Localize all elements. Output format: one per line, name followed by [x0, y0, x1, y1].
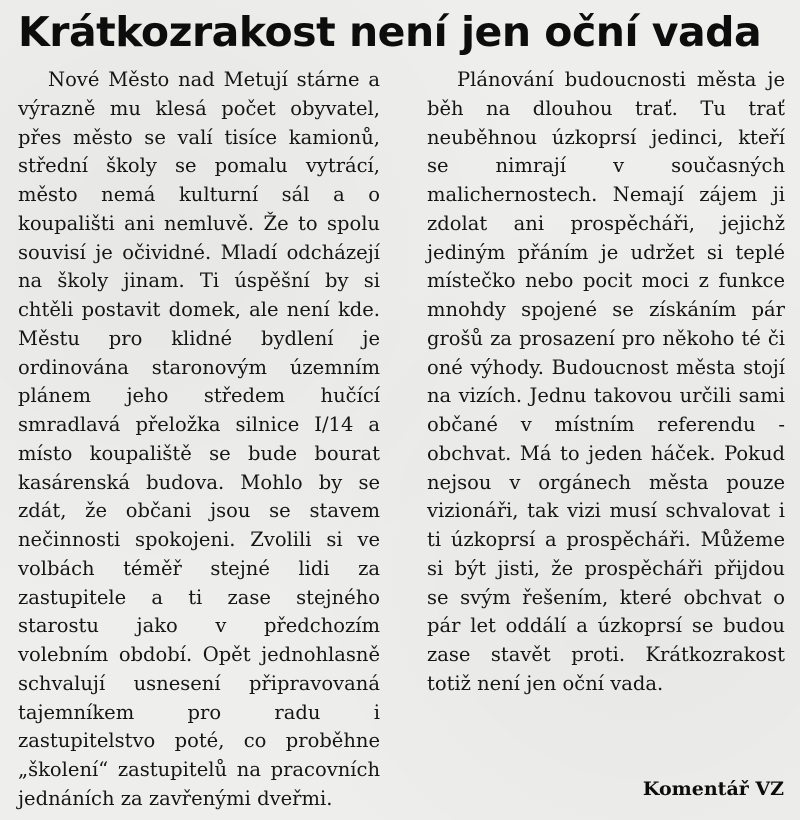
article-byline: Komentář VZ	[642, 778, 784, 800]
article-paragraph-right: Plánování budoucnosti města je běh na dlouhou trať. Tu trať neuběhnou úzkoprsí jedinci, kteří se nimrají v současných malichernostech. Nemají zájem ji zdolat ani prospěcháři, jejichž jediným přáním je udržet si teplé místečko nebo pocit moci z funkce mnohdy spojené se získáním pár grošů za prosazení pro někoho té či oné výhody. Budoucnost města stojí na vizích. Jednu takovou určili sami občané v místním referendu - obchvat. Má to jeden háček. Pokud nejsou v orgánech města pouze vizionáři, tak vizi musí schvalovat i ti úzkoprsí a prospěcháři. Můžeme si být jisti, že prospěcháři přijdou se svým řešením, které obchvat o pár let oddálí a úzkoprsí se budou zase stavět proti. Krátkozrakost totiž není jen oční vada.	[427, 68, 785, 695]
article-column-left	[18, 66, 380, 814]
article-column-right	[427, 66, 785, 699]
article-headline: Krátkozrakost není jen oční vada	[18, 8, 762, 56]
article-paragraph-left: Nové Město nad Metují stárne a výrazně mu klesá počet obyvatel, přes město se valí tisíce kamionů, střední školy se pomalu vytrácí, město nemá kulturní sál a o koupališti ani nemluvě. Že to spolu souvisí je očividné. Mladí odcházejí na školy jinam. Ti úspěšní by si chtěli postavit domek, ale není kde. Městu pro klidné bydlení je ordinována staronovým územním plánem jeho středem hučící smradlavá přeložka silnice I/14 a místo koupaliště se bude bourat kasárenská budova. Mohlo by se zdát, že občani jsou se stavem nečinnosti spokojeni. Zvolili si ve volbách téměř stejné lidi za zastupitele a ti zase stejného starostu jako v předchozím volebním období. Opět jednohlasně schvalují usnesení připravovaná tajemníkem pro radu i zastupitelstvo poté, co proběhne „školení“ zastupitelů na pracovních jednáních za zavřenými dveřmi.	[18, 68, 380, 810]
